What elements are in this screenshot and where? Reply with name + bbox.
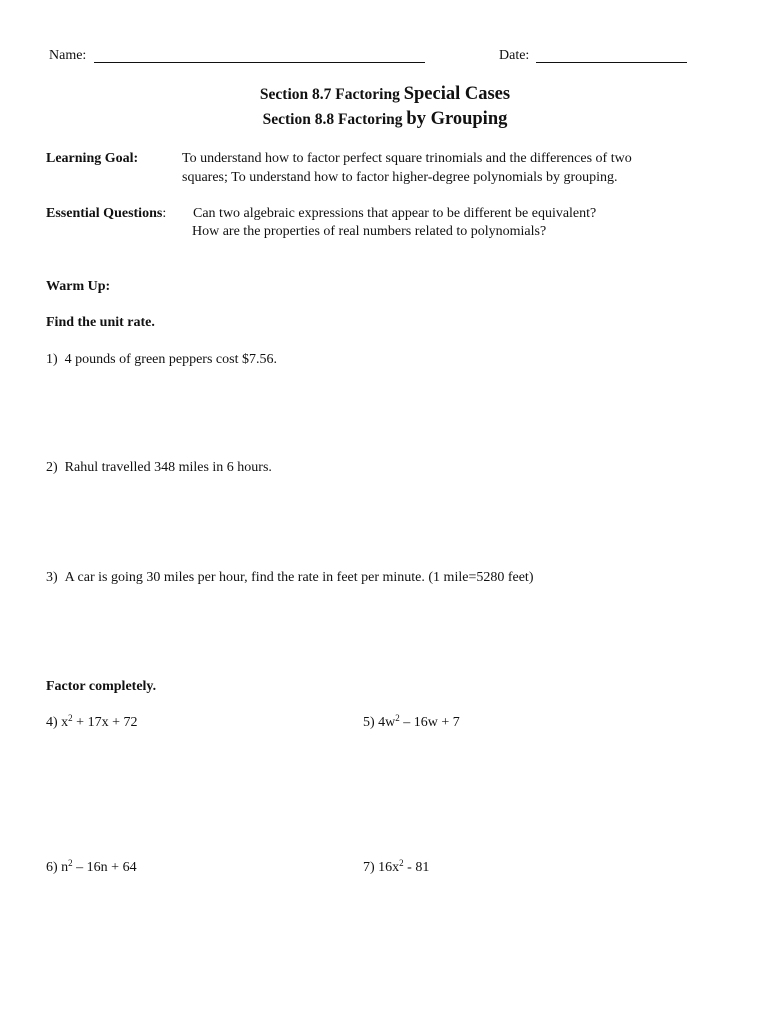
problem-2-number: 2)	[46, 460, 58, 475]
essential-question-2: How are the properties of real numbers related to polynomials?	[192, 224, 547, 239]
warm-up-instruction: Find the unit rate.	[46, 315, 155, 330]
problem-5-exponent: 2	[395, 713, 400, 723]
date-label: Date:	[499, 48, 530, 63]
problem-6-var: n	[61, 860, 69, 875]
problem-4-exponent: 2	[68, 713, 73, 723]
problem-7-var: 16x	[378, 860, 400, 875]
problem-5-number: 5)	[363, 715, 375, 730]
name-label: Name:	[49, 48, 87, 63]
title-line-1-part-a: Section 8.7 Factoring	[259, 86, 404, 103]
essential-questions-label-text: Essential Questions	[46, 206, 163, 221]
factor-heading: Factor completely.	[46, 679, 157, 694]
title-line-2-part-b: by Grouping	[406, 109, 508, 129]
problem-7-number: 7)	[363, 860, 375, 875]
name-field[interactable]	[94, 62, 425, 63]
title-line-2	[0, 109, 770, 130]
essential-questions-colon: :	[162, 206, 167, 221]
title-line-1-part-b: Special Cases	[403, 84, 511, 104]
problem-6-exponent: 2	[68, 858, 73, 868]
problem-3-number: 3)	[46, 570, 58, 585]
problem-1	[46, 352, 277, 368]
problem-5-rest: – 16w + 7	[399, 715, 460, 730]
date-field[interactable]	[536, 62, 687, 63]
problem-5	[363, 715, 460, 731]
problem-4-number: 4)	[46, 715, 58, 730]
problem-7-rest: - 81	[403, 860, 430, 875]
learning-goal-text-line-2: squares; To understand how to factor higher-degree polynomials by grouping.	[182, 170, 618, 185]
title-line-2-part-a: Section 8.8 Factoring	[262, 111, 407, 128]
warm-up-heading: Warm Up:	[46, 279, 111, 294]
problem-1-text: 4 pounds of green peppers cost $7.56.	[64, 352, 277, 367]
learning-goal-label: Learning Goal:	[46, 151, 139, 166]
essential-questions-label	[46, 206, 166, 222]
problem-2-text: Rahul travelled 348 miles in 6 hours.	[64, 460, 272, 475]
problem-4-var: x	[61, 715, 69, 730]
learning-goal-text-line-1: To understand how to factor perfect square trinomials and the differences of two	[182, 151, 632, 166]
problem-5-var: 4w	[378, 715, 396, 730]
problem-7-exponent: 2	[399, 858, 404, 868]
essential-question-1: Can two algebraic expressions that appear to be different be equivalent?	[193, 206, 597, 221]
problem-3-text: A car is going 30 miles per hour, find the rate in feet per minute. (1 mile=5280 feet)	[64, 570, 534, 585]
problem-6	[46, 860, 137, 876]
problem-6-rest: – 16n + 64	[72, 860, 137, 875]
problem-3	[46, 570, 533, 586]
problem-6-number: 6)	[46, 860, 58, 875]
problem-7	[363, 860, 429, 876]
problem-2	[46, 460, 272, 476]
title-line-1	[0, 84, 770, 105]
problem-4-rest: + 17x + 72	[72, 715, 138, 730]
problem-4	[46, 715, 137, 731]
problem-1-number: 1)	[46, 352, 58, 367]
